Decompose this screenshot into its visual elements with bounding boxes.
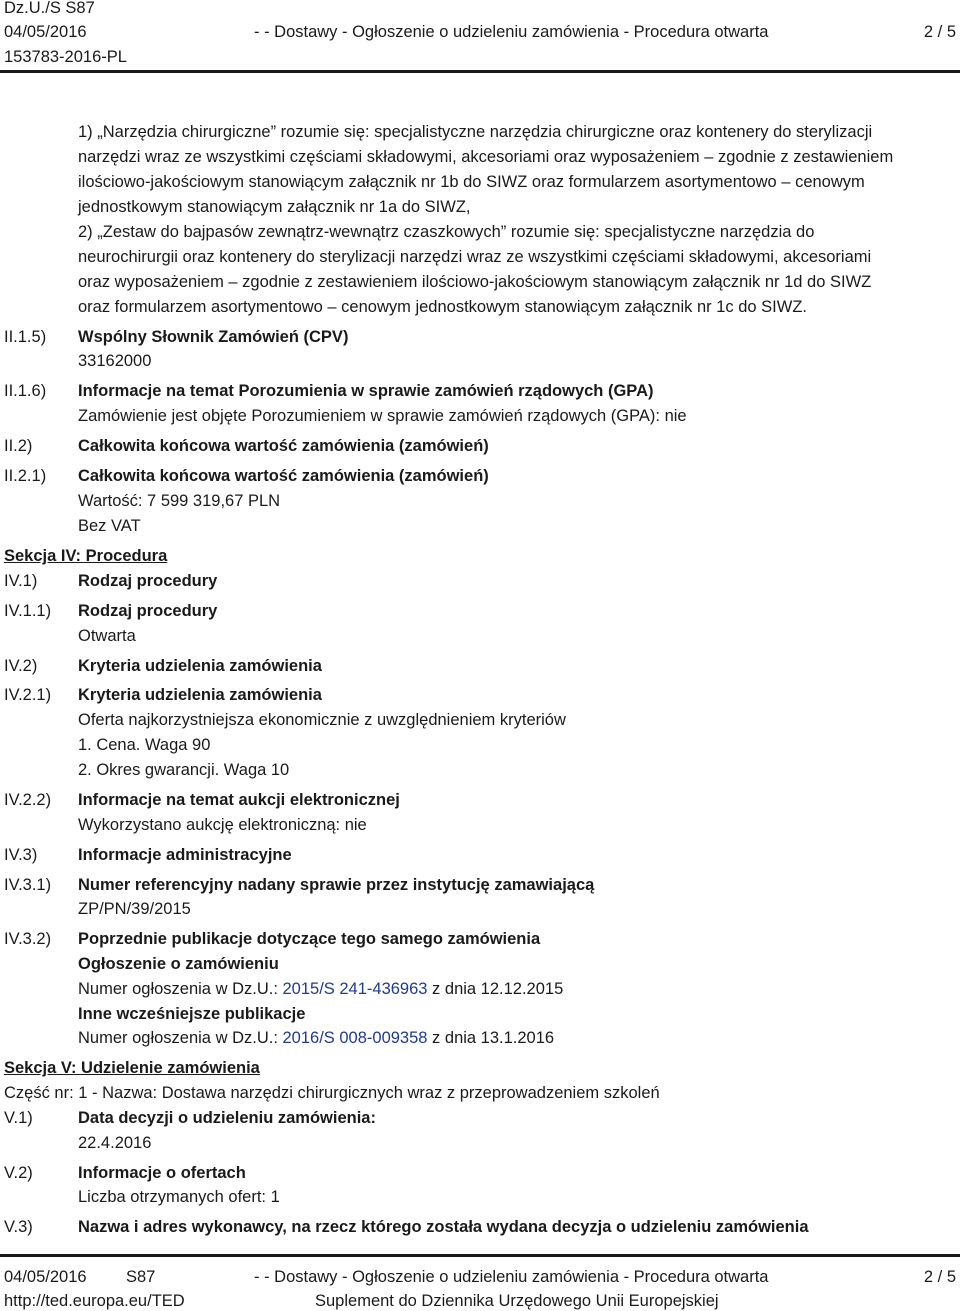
footer-url: http://ted.europa.eu/TED [4,1292,185,1310]
footer-page: 2 / 5 [923,1268,956,1286]
cpv-code: 33162000 [78,352,152,370]
section-number: IV.2.2) [4,791,52,809]
doc-id: 153783-2016-PL [4,48,127,66]
desc-line: narzędzi wraz ze wszystkimi częściami składowymi, akcesoriami oraz wyposażeniem – zgodnie z zestawieniem [78,148,894,166]
publication-line [78,1028,554,1048]
publication-prefix: Numer ogłoszenia w Dz.U.: [78,1029,283,1047]
footer-series: S87 [126,1268,156,1286]
header-date: 04/05/2016 [4,23,87,41]
journal-ref: Dz.U./S S87 [4,0,95,17]
total-value-subheading: Całkowita końcowa wartość zamówienia (zamówień) [78,467,489,485]
cpv-heading: Wspólny Słownik Zamówień (CPV) [78,328,349,346]
section-number: IV.3.1) [4,876,52,894]
desc-line: oraz wyposażeniem – zgodnie z zestawieniem ilościowo-jakościowym stanowiącym załącznik nr 1d do SIWZ [78,273,872,291]
gpa-heading: Informacje na temat Porozumienia w sprawie zamówień rządowych (GPA) [78,382,654,400]
section-number: V.2) [4,1164,33,1182]
admin-info-heading: Informacje administracyjne [78,846,292,864]
desc-line: neurochirurgii oraz kontenery do sterylizacji narzędzi wraz ze wszystkimi częściami składowymi, akcesoriami [78,248,872,266]
header-rule [0,70,960,73]
section-number: IV.1.1) [4,602,52,620]
lot-name: Część nr: 1 - Nazwa: Dostawa narzędzi chirurgicznych wraz z przeprowadzeniem szkoleń [4,1084,660,1102]
contractor-heading: Nazwa i adres wykonawcy, na rzecz którego została wydana decyzja o udzieleniu zamówienia [78,1218,809,1236]
section-number: IV.3.2) [4,930,52,948]
reference-number-heading: Numer referencyjny nadany sprawie przez instytucję zamawiającą [78,876,595,894]
eauction-heading: Informacje na temat aukcji elektronicznej [78,791,400,809]
procedure-type-subheading: Rodzaj procedury [78,602,218,620]
award-criteria-value: Oferta najkorzystniejsza ekonomicznie z uwzględnieniem kryteriów [78,711,566,729]
desc-line: ilościowo-jakościowym stanowiącym załącznik nr 1b do SIWZ oraz formularzem asortymentowo – cenowym [78,173,865,191]
publication-link[interactable]: 2016/S 008-009358 [282,1029,428,1047]
award-date-value: 22.4.2016 [78,1134,152,1152]
section-number: II.1.5) [4,328,47,346]
previous-publications-heading: Poprzednie publikacje dotyczące tego samego zamówienia [78,930,541,948]
gpa-value: Zamówienie jest objęte Porozumieniem w sprawie zamówień rządowych (GPA): nie [78,407,687,425]
desc-line: 2) „Zestaw do bajpasów zewnątrz-wewnątrz czaszkowych” rozumie się: specjalistyczne narzędzia do [78,223,815,241]
section-number: IV.3) [4,846,38,864]
award-criteria-heading: Kryteria udzielenia zamówienia [78,657,322,675]
section-number: II.2.1) [4,467,47,485]
criterion-item: 1. Cena. Waga 90 [78,736,211,754]
header-page: 2 / 5 [923,23,956,41]
tenders-value: Liczba otrzymanych ofert: 1 [78,1188,280,1206]
footer-rule [0,1254,960,1257]
criterion-item: 2. Okres gwarancji. Waga 10 [78,761,290,779]
other-publications-subheading: Inne wcześniejsze publikacje [78,1005,306,1023]
publication-date: z dnia 13.1.2016 [427,1029,555,1047]
procedure-type-value: Otwarta [78,627,136,645]
award-date-heading: Data decyzji o udzieleniu zamówienia: [78,1109,376,1127]
vat-info: Bez VAT [78,517,141,535]
award-criteria-subheading: Kryteria udzielenia zamówienia [78,686,322,704]
contract-notice-subheading: Ogłoszenie o zamówieniu [78,955,279,973]
section-number: V.1) [4,1109,33,1127]
footer-title: - - Dostawy - Ogłoszenie o udzieleniu zamówienia - Procedura otwarta [254,1268,769,1286]
tenders-heading: Informacje o ofertach [78,1164,246,1182]
footer-supplement: Suplement do Dziennika Urzędowego Unii Europejskiej [315,1292,719,1310]
section-number: IV.2.1) [4,686,52,704]
section-title: Sekcja V: Udzielenie zamówienia [4,1059,260,1077]
publication-prefix: Numer ogłoszenia w Dz.U.: [78,980,283,998]
publication-date: z dnia 12.12.2015 [427,980,564,998]
total-value-heading: Całkowita końcowa wartość zamówienia (zamówień) [78,437,489,455]
footer-date: 04/05/2016 [4,1268,87,1286]
total-value: Wartość: 7 599 319,67 PLN [78,492,281,510]
desc-line: oraz formularzem asortymentowo – cenowym jednostkowym stanowiącym załącznik nr 1c do SIWZ. [78,298,808,316]
eauction-value: Wykorzystano aukcję elektroniczną: nie [78,816,367,834]
publication-link[interactable]: 2015/S 241-436963 [282,980,428,998]
section-number: IV.1) [4,572,38,590]
publication-line [78,979,563,999]
section-number: II.1.6) [4,382,47,400]
procedure-type-heading: Rodzaj procedury [78,572,218,590]
header-title: - - Dostawy - Ogłoszenie o udzieleniu zamówienia - Procedura otwarta [254,23,769,41]
reference-number-value: ZP/PN/39/2015 [78,900,191,918]
section-title: Sekcja IV: Procedura [4,547,168,565]
section-number: IV.2) [4,657,38,675]
section-number: V.3) [4,1218,33,1236]
desc-line: 1) „Narzędzia chirurgiczne” rozumie się: specjalistyczne narzędzia chirurgiczne oraz kontenery do sterylizacji [78,123,873,141]
section-number: II.2) [4,437,33,455]
desc-line: jednostkowym stanowiącym załącznik nr 1a do SIWZ, [78,198,471,216]
